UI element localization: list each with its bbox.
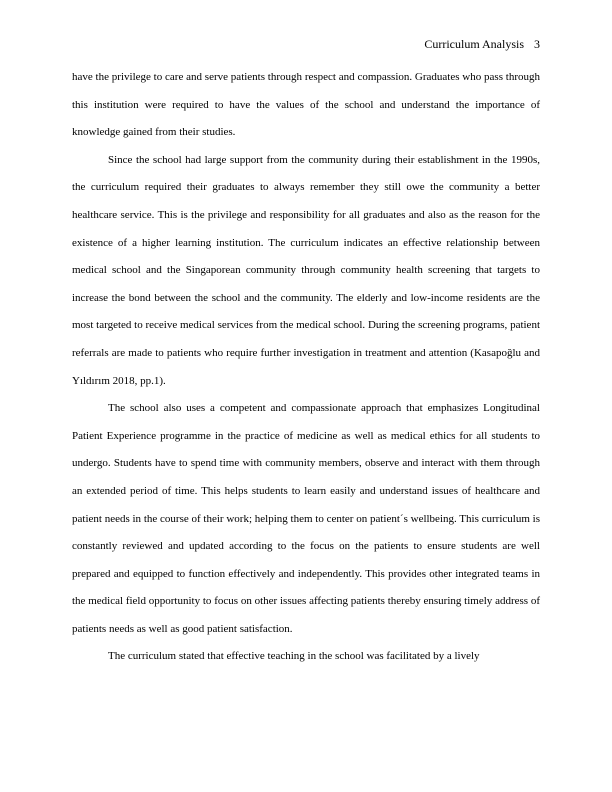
page-number: 3 [534, 37, 540, 51]
paragraph-continued: have the privilege to care and serve patients through respect and compassion. Graduates who pass through this institution were required to have the values of the school and understand the importance of knowledge gained from their studies. [72, 71, 540, 139]
running-title: Curriculum Analysis [424, 37, 524, 51]
document-body [72, 64, 540, 671]
paragraph-teaching: The curriculum stated that effective teaching in the school was facilitated by a lively [108, 650, 480, 663]
running-header [424, 36, 540, 52]
paragraph-approach: The school also uses a competent and compassionate approach that emphasizes Longitudinal Patient Experience programme in the practice of medicine as well as medical ethics for all students to undergo. Students have to spend time with community members, observe and interact with them through an extended period of time. This helps students to learn easily and understand issues of healthcare and patient needs in the course of their work; helping them to center on patient´s wellbeing. This curriculum is constantly reviewed and updated according to the focus on the patients to ensure students are well prepared and equipped to function effectively and independently. This provides other integrated teams in the medical field opportunity to focus on other issues affecting patients thereby ensuring timely address of patients needs as well as good patient satisfaction. [72, 402, 540, 635]
paragraph-community: Since the school had large support from the community during their establishment in the 1990s, the curriculum required their graduates to always remember they still owe the community a better healthcare service. This is the privilege and responsibility for all graduates and also as the reason for the existence of a higher learning institution. The curriculum indicates an effective relationship between medical school and the Singaporean community through community health screening that targets to increase the bond between the school and the community. The elderly and low-income residents are the most targeted to receive medical services from the medical school. During the screening programs, patient referrals are made to patients who require further investigation in treatment and attention (Kasapoğlu and Yıldırım 2018, pp.1). [72, 153, 540, 387]
